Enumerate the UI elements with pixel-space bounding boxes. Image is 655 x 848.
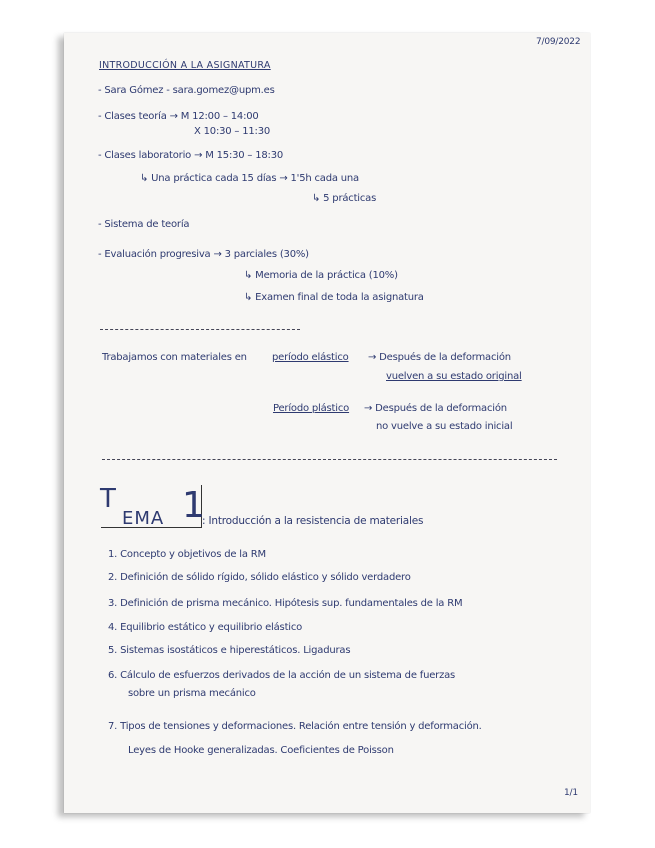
periodo-plastico: Período plástico	[273, 403, 350, 414]
examen-line: ↳ Examen final de toda la asignatura	[244, 292, 424, 303]
sistema-line: - Sistema de teoría	[98, 219, 190, 230]
tema-title: : Introducción a la resistencia de materiales	[202, 515, 424, 527]
plastico-desc-1: → Después de la deformación	[364, 403, 507, 414]
tema-item-6: 6. Cálculo de esfuerzos derivados de la acción de un sistema de fuerzas	[108, 670, 456, 681]
notebook-page	[64, 33, 590, 813]
tema-item-4: 4. Equilibrio estático y equilibrio elástico	[108, 622, 303, 633]
tema-item-7-cont: Leyes de Hooke generalizadas. Coeficientes de Poisson	[128, 745, 394, 756]
tema-item-7: 7. Tipos de tensiones y deformaciones. Relación entre tensión y deformación.	[108, 721, 482, 732]
clases-teoria-line: - Clases teoría → M 12:00 – 14:00	[98, 111, 259, 122]
tema-item-3: 3. Definición de prisma mecánico. Hipótesis sup. fundamentales de la RM	[108, 598, 463, 609]
tema-number: 1	[182, 485, 205, 526]
periodo-elastico: período elástico	[272, 352, 349, 363]
tema-item-6-cont: sobre un prisma mecánico	[128, 688, 256, 699]
plastico-desc-2: no vuelve a su estado inicial	[376, 421, 513, 432]
evaluacion-line: - Evaluación progresiva → 3 parciales (30%)	[98, 249, 309, 260]
elastico-desc-2: vuelven a su estado original	[386, 371, 522, 382]
clases-teoria-line-2: X 10:30 – 11:30	[194, 126, 271, 137]
elastic-intro: Trabajamos con materiales en	[102, 352, 247, 363]
tema-item-1: 1. Concepto y objetivos de la RM	[108, 549, 266, 560]
date: 7/09/2022	[536, 37, 581, 47]
tema-item-5: 5. Sistemas isostáticos e hiperestáticos. Ligaduras	[108, 645, 351, 656]
clases-lab-line: - Clases laboratorio → M 15:30 – 18:30	[98, 150, 284, 161]
practica-frequency-line: ↳ Una práctica cada 15 días → 1'5h cada una	[140, 173, 359, 184]
elastico-desc-1: → Después de la deformación	[368, 352, 511, 363]
practicas-count-line: ↳ 5 prácticas	[312, 193, 377, 204]
divider-long	[102, 459, 557, 460]
divider-short	[100, 329, 300, 330]
tema-item-2: 2. Definición de sólido rígido, sólido elástico y sólido verdadero	[108, 572, 411, 583]
tema-word: EMA	[122, 508, 165, 529]
memoria-line: ↳ Memoria de la práctica (10%)	[244, 270, 398, 281]
tema-letter: T	[100, 484, 116, 514]
contact-line: - Sara Gómez - sara.gomez@upm.es	[98, 85, 275, 96]
page-title: INTRODUCCIÓN A LA ASIGNATURA	[99, 60, 271, 71]
page-number: 1/1	[564, 788, 578, 798]
